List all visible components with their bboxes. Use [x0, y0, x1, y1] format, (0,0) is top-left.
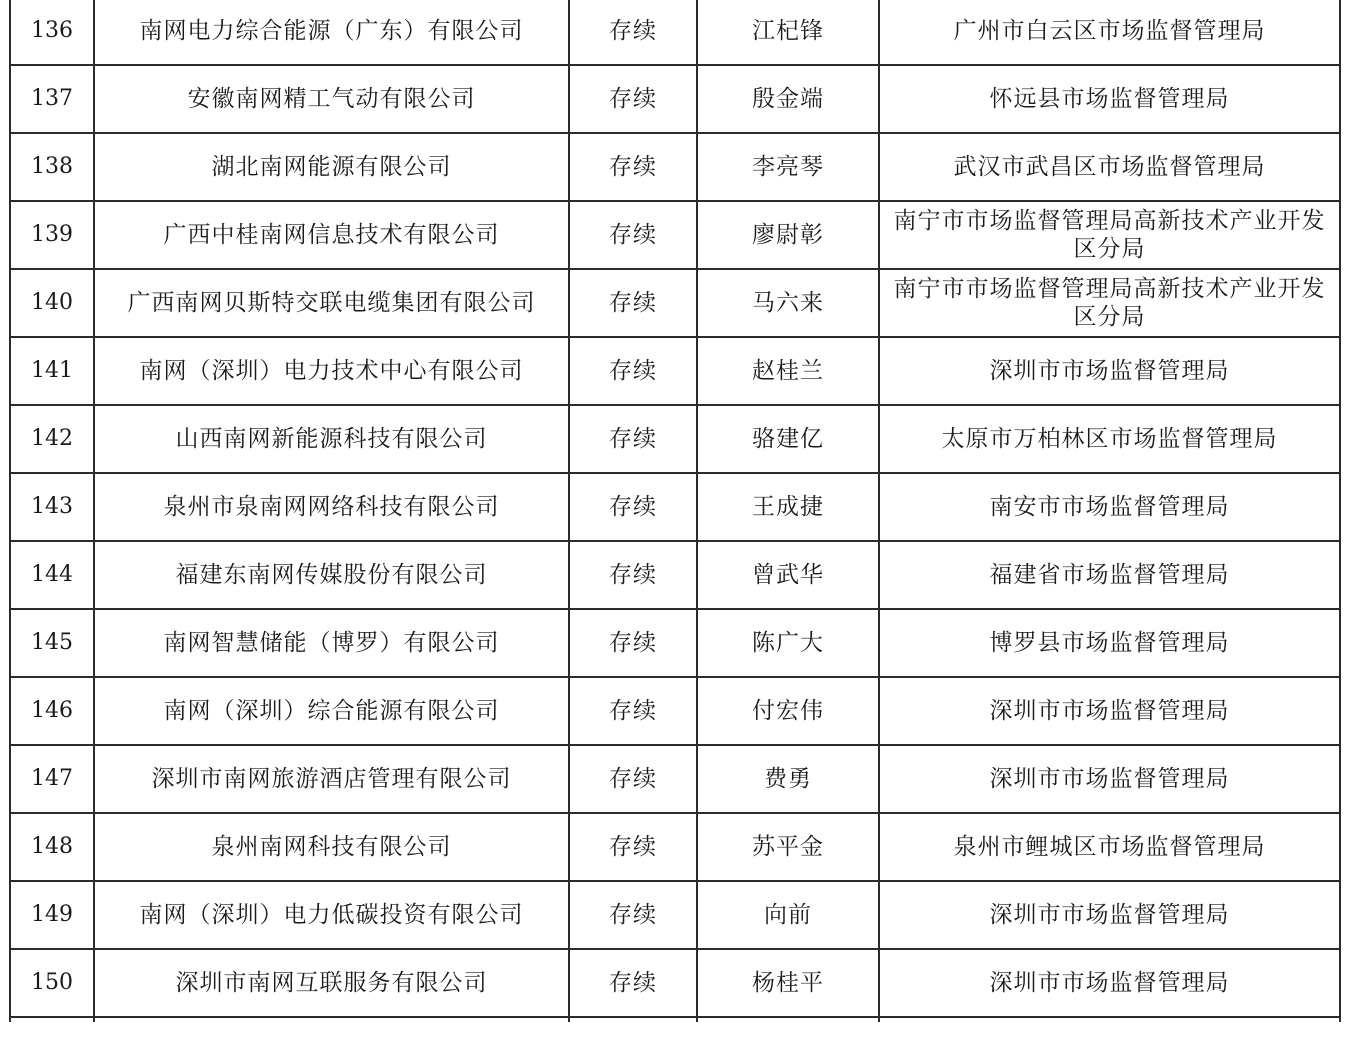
legal-representative-cell: 李亮琴 — [697, 133, 879, 201]
registration-authority-cell: 泉州市鲤城区市场监督管理局 — [879, 813, 1340, 881]
company-name-cell: 广西南网贝斯特交联电缆集团有限公司 — [94, 269, 569, 337]
table-row — [10, 609, 1340, 677]
row-number-cell: 143 — [10, 473, 94, 541]
status-cell: 存续 — [569, 201, 697, 269]
row-number-cell: 142 — [10, 405, 94, 473]
registration-authority-cell: 南宁市市场监督管理局高新技术产业开发区分局 — [879, 269, 1340, 337]
status-cell: 存续 — [569, 337, 697, 405]
table-row — [10, 541, 1340, 609]
company-name-cell: 南网（深圳）电力技术中心有限公司 — [94, 337, 569, 405]
status-cell: 存续 — [569, 0, 697, 65]
registration-authority-cell: 南安市市场监督管理局 — [879, 473, 1340, 541]
registration-authority-cell: 博罗县市场监督管理局 — [879, 609, 1340, 677]
row-number-cell: 139 — [10, 201, 94, 269]
company-registry-table-wrapper — [9, 0, 1339, 1022]
status-cell — [569, 1017, 697, 1022]
row-number-cell: 148 — [10, 813, 94, 881]
table-row — [10, 0, 1340, 65]
company-name-cell: 安徽南网精工气动有限公司 — [94, 65, 569, 133]
table-row — [10, 337, 1340, 405]
registration-authority-cell: 深圳市市场监督管理局 — [879, 881, 1340, 949]
registration-authority-cell: 怀远县市场监督管理局 — [879, 65, 1340, 133]
registration-authority-cell: 深圳市市场监督管理局 — [879, 337, 1340, 405]
table-row — [10, 201, 1340, 269]
table-row — [10, 405, 1340, 473]
table-row — [10, 65, 1340, 133]
company-name-cell — [94, 1017, 569, 1022]
company-registry-table — [9, 0, 1341, 1022]
status-cell: 存续 — [569, 473, 697, 541]
legal-representative-cell: 苏平金 — [697, 813, 879, 881]
legal-representative-cell: 向前 — [697, 881, 879, 949]
row-number-cell — [10, 1017, 94, 1022]
row-number-cell: 149 — [10, 881, 94, 949]
registration-authority-cell: 广州市白云区市场监督管理局 — [879, 0, 1340, 65]
table-row — [10, 133, 1340, 201]
status-cell: 存续 — [569, 609, 697, 677]
table-row-partial — [10, 1017, 1340, 1022]
registration-authority-cell: 太原市万柏林区市场监督管理局 — [879, 405, 1340, 473]
registration-authority-cell: 南宁市市场监督管理局高新技术产业开发区分局 — [879, 201, 1340, 269]
table-row — [10, 949, 1340, 1017]
company-name-cell: 广西中桂南网信息技术有限公司 — [94, 201, 569, 269]
company-name-cell: 南网智慧储能（博罗）有限公司 — [94, 609, 569, 677]
company-name-cell: 南网电力综合能源（广东）有限公司 — [94, 0, 569, 65]
status-cell: 存续 — [569, 813, 697, 881]
company-name-cell: 南网（深圳）电力低碳投资有限公司 — [94, 881, 569, 949]
company-name-cell: 湖北南网能源有限公司 — [94, 133, 569, 201]
table-row — [10, 813, 1340, 881]
row-number-cell: 136 — [10, 0, 94, 65]
row-number-cell: 147 — [10, 745, 94, 813]
status-cell: 存续 — [569, 881, 697, 949]
registration-authority-cell: 深圳市市场监督管理局 — [879, 949, 1340, 1017]
row-number-cell: 138 — [10, 133, 94, 201]
company-name-cell: 泉州市泉南网网络科技有限公司 — [94, 473, 569, 541]
legal-representative-cell: 陈广大 — [697, 609, 879, 677]
status-cell: 存续 — [569, 677, 697, 745]
registration-authority-cell: 深圳市市场监督管理局 — [879, 745, 1340, 813]
table-row — [10, 881, 1340, 949]
status-cell: 存续 — [569, 745, 697, 813]
registration-authority-cell — [879, 1017, 1340, 1022]
row-number-cell: 140 — [10, 269, 94, 337]
company-name-cell: 泉州南网科技有限公司 — [94, 813, 569, 881]
status-cell: 存续 — [569, 949, 697, 1017]
legal-representative-cell: 杨桂平 — [697, 949, 879, 1017]
table-row — [10, 677, 1340, 745]
row-number-cell: 141 — [10, 337, 94, 405]
company-name-cell: 南网（深圳）综合能源有限公司 — [94, 677, 569, 745]
row-number-cell: 137 — [10, 65, 94, 133]
table-row — [10, 473, 1340, 541]
legal-representative-cell: 曾武华 — [697, 541, 879, 609]
legal-representative-cell: 王成捷 — [697, 473, 879, 541]
legal-representative-cell — [697, 1017, 879, 1022]
row-number-cell: 145 — [10, 609, 94, 677]
company-name-cell: 深圳市南网旅游酒店管理有限公司 — [94, 745, 569, 813]
table-body — [10, 0, 1340, 1022]
status-cell: 存续 — [569, 65, 697, 133]
registration-authority-cell: 武汉市武昌区市场监督管理局 — [879, 133, 1340, 201]
registration-authority-cell: 福建省市场监督管理局 — [879, 541, 1340, 609]
legal-representative-cell: 赵桂兰 — [697, 337, 879, 405]
table-row — [10, 745, 1340, 813]
status-cell: 存续 — [569, 405, 697, 473]
legal-representative-cell: 江杞锋 — [697, 0, 879, 65]
row-number-cell: 150 — [10, 949, 94, 1017]
row-number-cell: 144 — [10, 541, 94, 609]
company-name-cell: 山西南网新能源科技有限公司 — [94, 405, 569, 473]
legal-representative-cell: 费勇 — [697, 745, 879, 813]
legal-representative-cell: 殷金端 — [697, 65, 879, 133]
company-name-cell: 深圳市南网互联服务有限公司 — [94, 949, 569, 1017]
company-name-cell: 福建东南网传媒股份有限公司 — [94, 541, 569, 609]
legal-representative-cell: 马六来 — [697, 269, 879, 337]
table-row — [10, 269, 1340, 337]
row-number-cell: 146 — [10, 677, 94, 745]
registration-authority-cell: 深圳市市场监督管理局 — [879, 677, 1340, 745]
legal-representative-cell: 廖尉彰 — [697, 201, 879, 269]
status-cell: 存续 — [569, 269, 697, 337]
legal-representative-cell: 付宏伟 — [697, 677, 879, 745]
legal-representative-cell: 骆建亿 — [697, 405, 879, 473]
status-cell: 存续 — [569, 133, 697, 201]
status-cell: 存续 — [569, 541, 697, 609]
